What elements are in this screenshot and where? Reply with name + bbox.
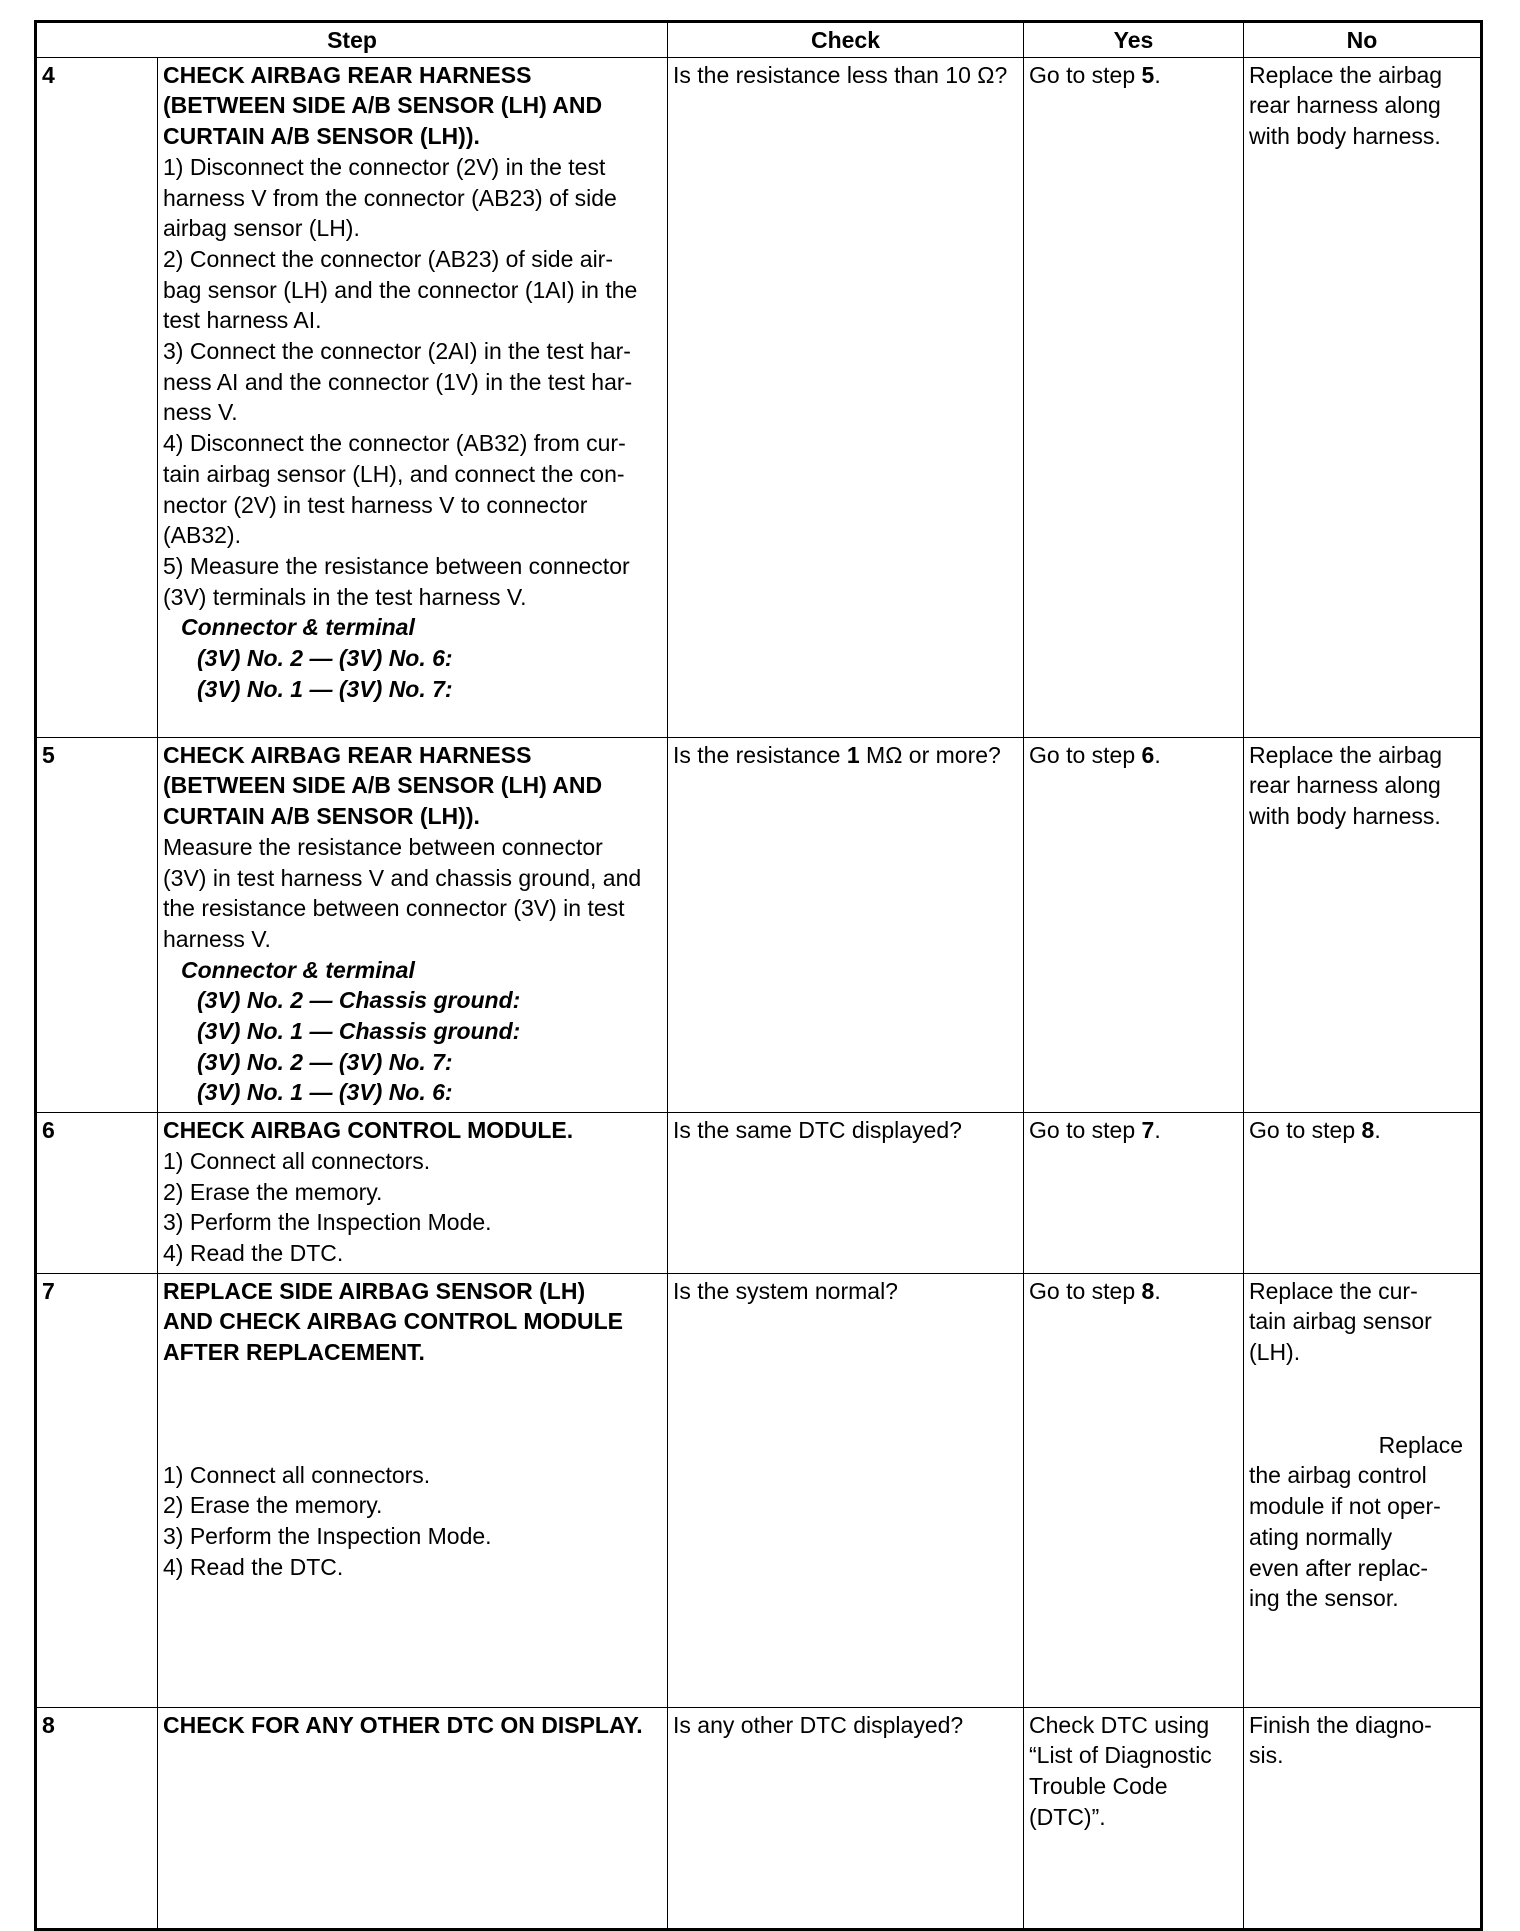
- yes-text: Go to step: [1029, 1117, 1142, 1144]
- yes-text: Check DTC using: [1029, 1711, 1210, 1738]
- table-row-step-4: [36, 57, 1482, 737]
- step-description: [158, 737, 668, 1112]
- step-number: 7: [36, 1273, 158, 1707]
- header-yes: Yes: [1024, 22, 1244, 58]
- step-number: 6: [36, 1113, 158, 1274]
- yes-suffix: .: [1154, 741, 1161, 768]
- yes-cell: [1024, 737, 1244, 1112]
- no-text: ing the sensor.: [1249, 1585, 1399, 1612]
- step-text: 4) Read the DTC.: [163, 1553, 344, 1580]
- yes-step-number: 6: [1141, 741, 1155, 768]
- no-text: Finish the diagno-: [1249, 1711, 1432, 1738]
- no-text: rear harness along: [1249, 92, 1441, 119]
- step-title: CHECK AIRBAG REAR HARNESS: [163, 61, 532, 88]
- yes-suffix: .: [1154, 1277, 1161, 1304]
- yes-text: “List of Diagnostic: [1029, 1742, 1212, 1769]
- step-title: CHECK FOR ANY OTHER DTC ON DISPLAY.: [163, 1711, 643, 1738]
- no-cell: [1244, 1113, 1482, 1274]
- step-description: [158, 1707, 668, 1929]
- step-number: 4: [36, 57, 158, 737]
- step-text: the resistance between connector (3V) in test: [163, 895, 625, 922]
- header-check: Check: [668, 22, 1024, 58]
- step-text: 2) Connect the connector (AB23) of side air-: [163, 245, 614, 272]
- step-title: (BETWEEN SIDE A/B SENSOR (LH) AND: [163, 772, 603, 799]
- no-cell: [1244, 1273, 1482, 1707]
- step-text: bag sensor (LH) and the connector (1AI) in the: [163, 276, 638, 303]
- step-text: 3) Connect the connector (2AI) in the test har-: [163, 338, 631, 365]
- step-text: 4) Read the DTC.: [163, 1239, 344, 1266]
- no-text: with body harness.: [1249, 803, 1441, 830]
- no-text: Replace the airbag: [1249, 741, 1443, 768]
- step-text: 1) Connect all connectors.: [163, 1147, 431, 1174]
- step-text: (3V) terminals in the test harness V.: [163, 583, 527, 610]
- check-cell: Is the same DTC displayed?: [668, 1113, 1024, 1274]
- header-step: Step: [36, 22, 668, 58]
- table-row-step-7: [36, 1273, 1482, 1707]
- header-no: No: [1244, 22, 1482, 58]
- step-title: (BETWEEN SIDE A/B SENSOR (LH) AND: [163, 92, 603, 119]
- spacer: [163, 1368, 662, 1460]
- yes-text: (DTC)”.: [1029, 1803, 1106, 1830]
- step-description: [158, 57, 668, 737]
- no-step-number: 8: [1361, 1117, 1375, 1144]
- step-text: 4) Disconnect the connector (AB32) from cur-: [163, 430, 626, 457]
- no-text: sis.: [1249, 1742, 1284, 1769]
- step-description: [158, 1113, 668, 1274]
- terminal-spec: (3V) No. 1 — (3V) No. 7:: [197, 675, 453, 702]
- yes-text: Go to step: [1029, 741, 1142, 768]
- step-text: ness V.: [163, 399, 238, 426]
- step-text: harness V.: [163, 925, 271, 952]
- no-text: ating normally: [1249, 1523, 1393, 1550]
- step-text: (3V) in test harness V and chassis ground, and: [163, 864, 642, 891]
- step-title: CHECK AIRBAG CONTROL MODULE.: [163, 1117, 574, 1144]
- no-text: the airbag control: [1249, 1462, 1427, 1489]
- no-text: Go to step: [1249, 1117, 1362, 1144]
- check-value: 1: [846, 741, 860, 768]
- no-text: even after replac-: [1249, 1554, 1428, 1581]
- step-text: 1) Connect all connectors.: [163, 1461, 431, 1488]
- yes-step-number: 5: [1141, 61, 1155, 88]
- no-cell: [1244, 1707, 1482, 1929]
- table-row-step-5: [36, 737, 1482, 1112]
- check-cell: Is any other DTC displayed?: [668, 1707, 1024, 1929]
- step-text: airbag sensor (LH).: [163, 215, 360, 242]
- no-cell: [1244, 57, 1482, 737]
- no-text: tain airbag sensor: [1249, 1308, 1432, 1335]
- step-number: 8: [36, 1707, 158, 1929]
- table-row-step-8: [36, 1707, 1482, 1929]
- terminal-spec: (3V) No. 2 — Chassis ground:: [197, 987, 521, 1014]
- step-text: harness V from the connector (AB23) of side: [163, 184, 617, 211]
- yes-cell: [1024, 57, 1244, 737]
- no-text: Replace: [1378, 1431, 1463, 1458]
- step-text: ness AI and the connector (1V) in the test har-: [163, 368, 633, 395]
- step-text: 3) Perform the Inspection Mode.: [163, 1209, 492, 1236]
- connector-terminal-label: Connector & terminal: [181, 614, 415, 641]
- terminal-spec: (3V) No. 2 — (3V) No. 6:: [197, 645, 453, 672]
- yes-step-number: 8: [1141, 1277, 1155, 1304]
- step-text: 2) Erase the memory.: [163, 1178, 383, 1205]
- table-row-step-6: [36, 1113, 1482, 1274]
- check-suffix: MΩ or more?: [859, 741, 1001, 768]
- yes-step-number: 7: [1141, 1117, 1155, 1144]
- connector-terminal-label: Connector & terminal: [181, 956, 415, 983]
- yes-cell: [1024, 1113, 1244, 1274]
- terminal-spec: (3V) No. 1 — Chassis ground:: [197, 1018, 521, 1045]
- no-cell: [1244, 737, 1482, 1112]
- terminal-spec: (3V) No. 1 — (3V) No. 6:: [197, 1079, 453, 1106]
- step-text: 1) Disconnect the connector (2V) in the test: [163, 153, 606, 180]
- check-cell: Is the resistance less than 10 Ω?: [668, 57, 1024, 737]
- step-title: AND CHECK AIRBAG CONTROL MODULE: [163, 1308, 623, 1335]
- step-title: CHECK AIRBAG REAR HARNESS: [163, 741, 532, 768]
- yes-suffix: .: [1154, 61, 1161, 88]
- check-cell: Is the system normal?: [668, 1273, 1024, 1707]
- step-text: test harness AI.: [163, 307, 322, 334]
- no-text: (LH).: [1249, 1339, 1301, 1366]
- no-text: with body harness.: [1249, 123, 1441, 150]
- step-description: [158, 1273, 668, 1707]
- spacer: [1249, 1368, 1475, 1430]
- step-title: CURTAIN A/B SENSOR (LH)).: [163, 123, 480, 150]
- check-text: Is the resistance: [673, 741, 847, 768]
- step-title: REPLACE SIDE AIRBAG SENSOR (LH): [163, 1277, 586, 1304]
- step-title: AFTER REPLACEMENT.: [163, 1339, 425, 1366]
- table-header-row: [36, 22, 1482, 58]
- yes-text: Go to step: [1029, 61, 1142, 88]
- no-text: rear harness along: [1249, 772, 1441, 799]
- step-text: nector (2V) in test harness V to connector: [163, 491, 588, 518]
- yes-text: Go to step: [1029, 1277, 1142, 1304]
- step-text: 3) Perform the Inspection Mode.: [163, 1523, 492, 1550]
- no-suffix: .: [1374, 1117, 1381, 1144]
- step-number: 5: [36, 737, 158, 1112]
- diagnostic-table: [34, 20, 1483, 1931]
- yes-cell: [1024, 1707, 1244, 1929]
- step-text: 5) Measure the resistance between connector: [163, 552, 630, 579]
- step-text: (AB32).: [163, 522, 241, 549]
- step-text: Measure the resistance between connector: [163, 833, 603, 860]
- yes-text: Trouble Code: [1029, 1773, 1168, 1800]
- yes-cell: [1024, 1273, 1244, 1707]
- no-text: Replace the airbag: [1249, 61, 1443, 88]
- check-cell: [668, 737, 1024, 1112]
- terminal-spec: (3V) No. 2 — (3V) No. 7:: [197, 1048, 453, 1075]
- step-text: 2) Erase the memory.: [163, 1492, 383, 1519]
- step-text: tain airbag sensor (LH), and connect the con-: [163, 460, 625, 487]
- no-text: Replace the cur-: [1249, 1277, 1418, 1304]
- yes-suffix: .: [1154, 1117, 1161, 1144]
- no-text: module if not oper-: [1249, 1493, 1441, 1520]
- step-title: CURTAIN A/B SENSOR (LH)).: [163, 803, 480, 830]
